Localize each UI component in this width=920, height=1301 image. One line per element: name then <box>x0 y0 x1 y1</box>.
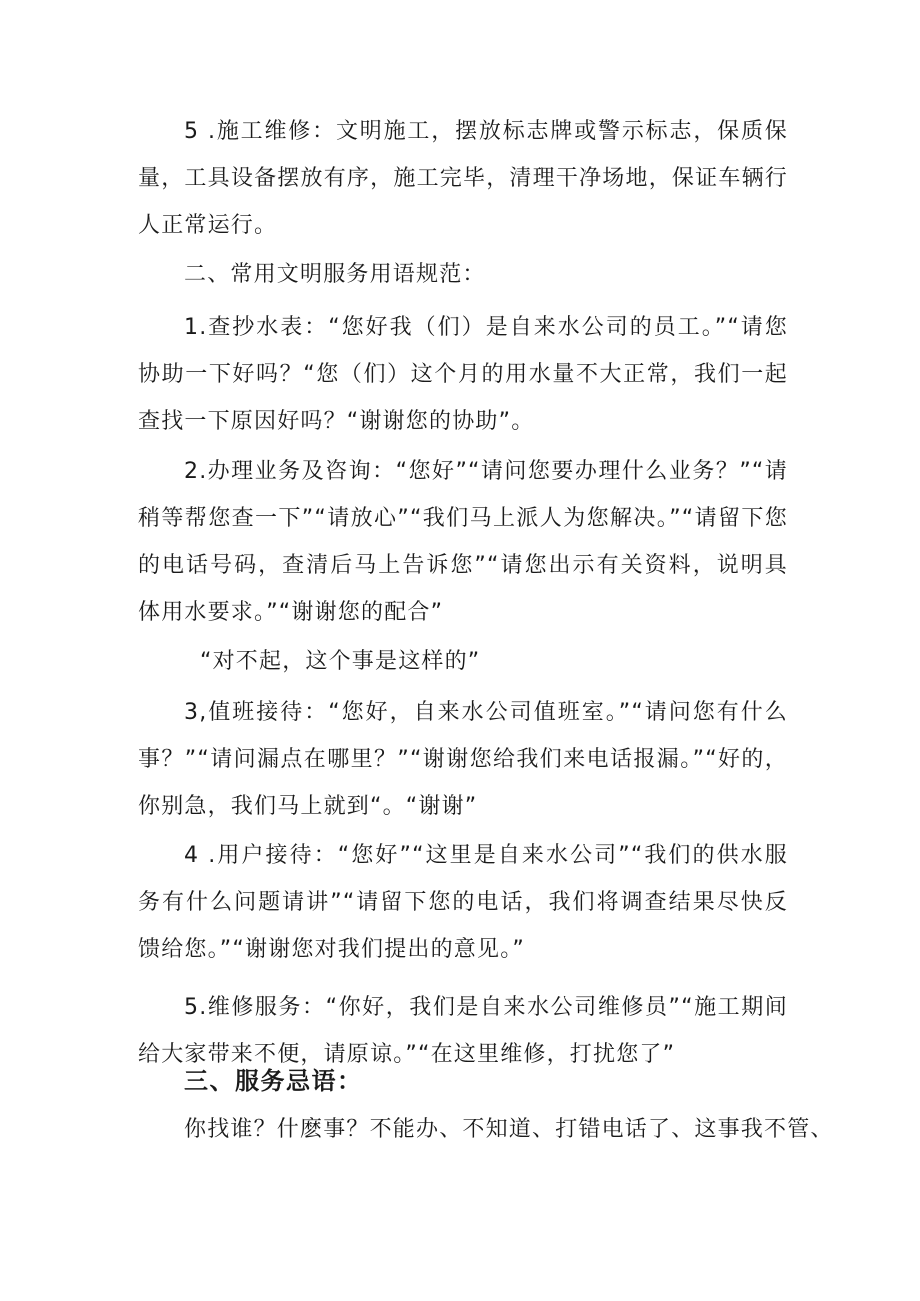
section-heading-taboo-phrases: 三、服务忌语： <box>184 1067 363 1095</box>
section-heading-service-phrases: 二、常用文明服务用语规范： <box>184 262 486 287</box>
paragraph-customer-reception: 4 .用户接待：“您好”“这里是自来水公司”“我们的供水服务有什么问题请讲”“请留下您的电话，我们将调查结果尽快反馈给您。”“谢谢您对我们提出的意见。” <box>138 843 788 962</box>
paragraph-construction-maintenance: 5 .施工维修：文明施工，摆放标志牌或警示标志，保质保量，工具设备摆放有序，施工完毕，清理干净场地，保证车辆行人正常运行。 <box>138 119 788 238</box>
paragraph-business-inquiry: 2.办理业务及咨询：“您好”“请问您要办理什么业务？”“请稍等帮您查一下”“请放心”“我们马上派人为您解决。”“请留下您的电话号码，查清后马上告诉您”“请您出示有关资料，说明具体用水要求。”“谢谢您的配合” <box>138 459 788 625</box>
paragraph-meter-reading: 1.查抄水表：“您好我（们）是自来水公司的员工。”“请您协助一下好吗？“您（们）这个月的用水量不大正常，我们一起查找一下原因好吗？“谢谢您的协助”。 <box>138 315 788 434</box>
paragraph-apology-phrase: “对不起，这个事是这样的” <box>200 649 481 674</box>
paragraph-duty-reception: 3,值班接待：“您好，自来水公司值班室。”“请问您有什么事？”“请问漏点在哪里？”“谢谢您给我们来电话报漏。”“好的，你别急，我们马上就到“。“谢谢” <box>138 700 788 819</box>
paragraph-repair-service: 5.维修服务：“你好，我们是自来水公司维修员”“施工期间给大家带来不便，请原谅。”“在这里维修，打扰您了” <box>138 995 788 1067</box>
paragraph-taboo-phrases: 你找谁？什麽事？不能办、不知道、打错电话了、这事我不管、 <box>184 1117 834 1142</box>
